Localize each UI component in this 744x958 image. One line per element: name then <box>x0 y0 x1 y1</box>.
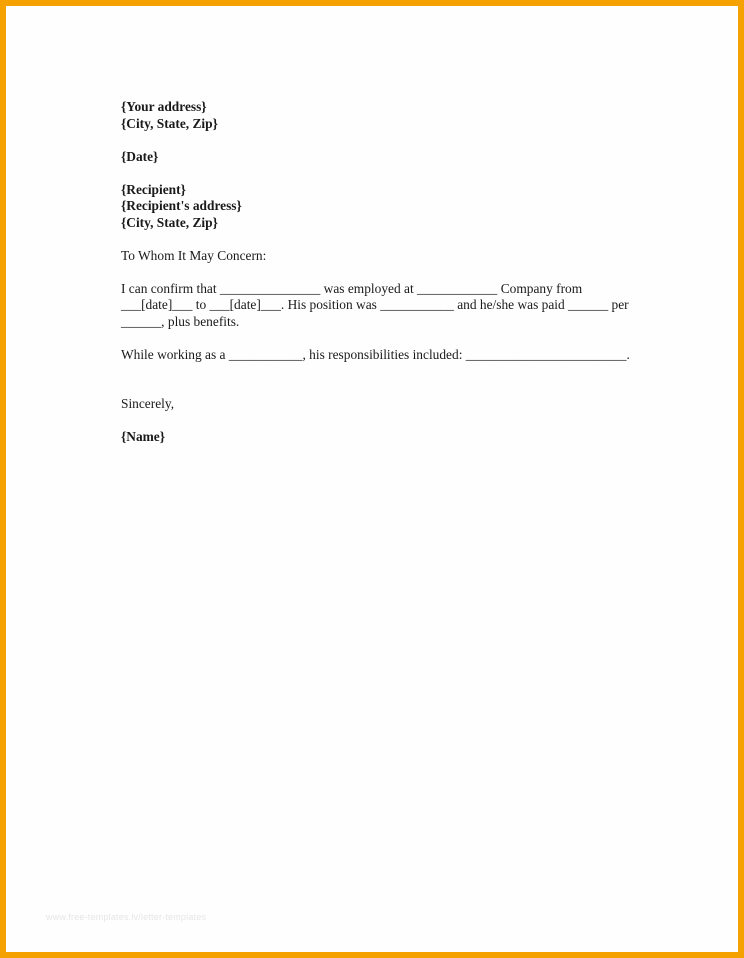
recipient-address: {Recipient's address} <box>121 198 242 213</box>
signature-name: {Name} <box>121 429 166 444</box>
closing: Sincerely, <box>121 396 175 411</box>
spacer <box>121 413 681 430</box>
recipient-city-state-zip: {City, State, Zip} <box>121 214 218 230</box>
letter-document <box>121 99 681 446</box>
body-paragraph-1-line-3: ______, plus benefits. <box>121 313 240 329</box>
spacer <box>121 165 681 182</box>
sender-address: {Your address} <box>121 99 207 114</box>
spacer <box>121 231 681 248</box>
sender-city-state-zip: {City, State, Zip} <box>121 115 218 131</box>
body-paragraph-2: While working as a ___________, his responsibilities included: ________________________. <box>121 346 630 362</box>
recipient-name: {Recipient} <box>121 181 186 197</box>
spacer <box>121 363 681 396</box>
spacer <box>121 264 681 281</box>
letter-date: {Date} <box>121 148 159 164</box>
body-paragraph-1-line-1: I can confirm that _______________ was employed at ____________ Company from <box>121 280 583 296</box>
body-paragraph-1-line-2: ___[date]___ to ___[date]___. His position was ___________ and he/she was paid ______ per <box>121 297 629 312</box>
spacer <box>121 132 681 149</box>
watermark-text: www.free-templates.lv/letter-templates <box>46 912 207 922</box>
spacer <box>121 330 681 347</box>
salutation: To Whom It May Concern: <box>121 247 267 263</box>
